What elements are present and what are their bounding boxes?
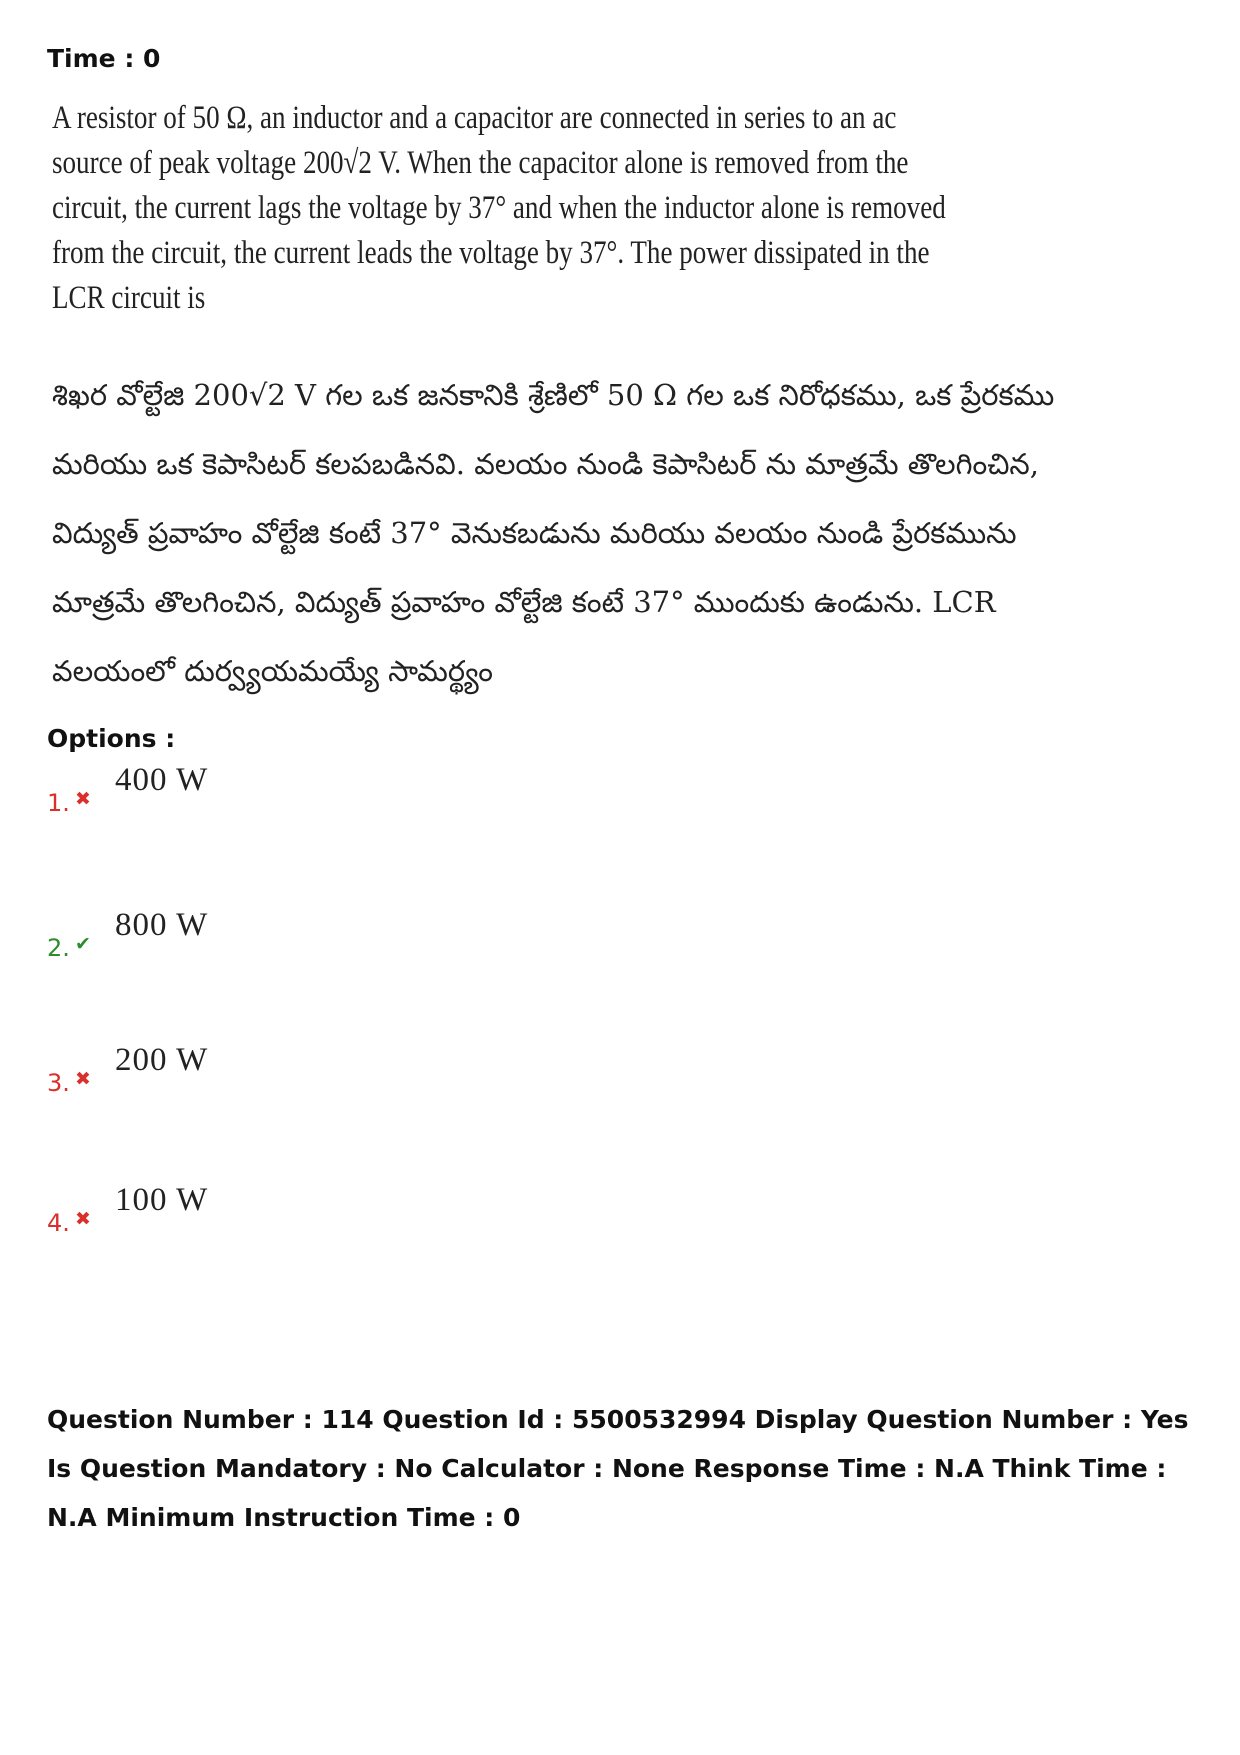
option-text: 200 W [115,1042,209,1078]
question-line: circuit, the current lags the voltage by 37° and when the inductor alone is removed [52,190,946,226]
option-4 [47,1182,209,1237]
option-number: 4. [47,1209,70,1237]
question-telugu [52,372,1054,717]
option-2 [47,907,209,962]
option-number: 3. [47,1069,70,1097]
question-line: శిఖర వోల్టేజి 200√2 V గల ఒక జనకానికి శ్రేణిలో 50 Ω గల ఒక నిరోధకము, ఒక ప్రేరకము [52,378,1055,412]
time-label: Time : 0 [47,44,161,73]
wrong-mark-icon: ✖ [75,1209,91,1230]
option-text: 400 W [115,762,209,798]
option-number: 1. [47,789,70,817]
question-line: మరియు ఒక కెపాసిటర్ కలపబడినవి. వలయం నుండి కెపాసిటర్ ను మాత్రమే తొలగించిన, [52,447,1040,481]
options-label: Options : [47,724,176,753]
question-line: A resistor of 50 Ω, an inductor and a capacitor are connected in series to an ac [52,100,897,136]
question-line: విద్యుత్ ప్రవాహం వోల్టేజి కంటే 37° వెనుకబడును మరియు వలయం నుండి ప్రేరకమును [52,516,1017,550]
question-english [52,96,946,321]
question-line: LCR circuit is [52,280,206,316]
question-line: from the circuit, the current leads the voltage by 37°. The power dissipated in the [52,235,930,271]
option-3 [47,1042,209,1097]
correct-mark-icon: ✔ [75,934,91,955]
wrong-mark-icon: ✖ [75,789,91,810]
wrong-mark-icon: ✖ [75,1069,91,1090]
option-text: 800 W [115,907,209,943]
question-metadata: Question Number : 114 Question Id : 5500532994 Display Question Number : Yes Is Question Mandatory : No Calculator : None Response Time : N.A Think Time : N.A Minimum Instruction Time : 0 [47,1405,1189,1532]
option-1 [47,762,209,817]
question-line: source of peak voltage 200√2 V. When the capacitor alone is removed from the [52,145,909,181]
option-number: 2. [47,934,70,962]
question-line: మాత్రమే తొలగించిన, విద్యుత్ ప్రవాహం వోల్టేజి కంటే 37° ముందుకు ఉండును. LCR [52,585,996,619]
option-text: 100 W [115,1182,209,1218]
question-line: వలయంలో దుర్వ్యయమయ్యే సామర్థ్యం [52,654,493,688]
